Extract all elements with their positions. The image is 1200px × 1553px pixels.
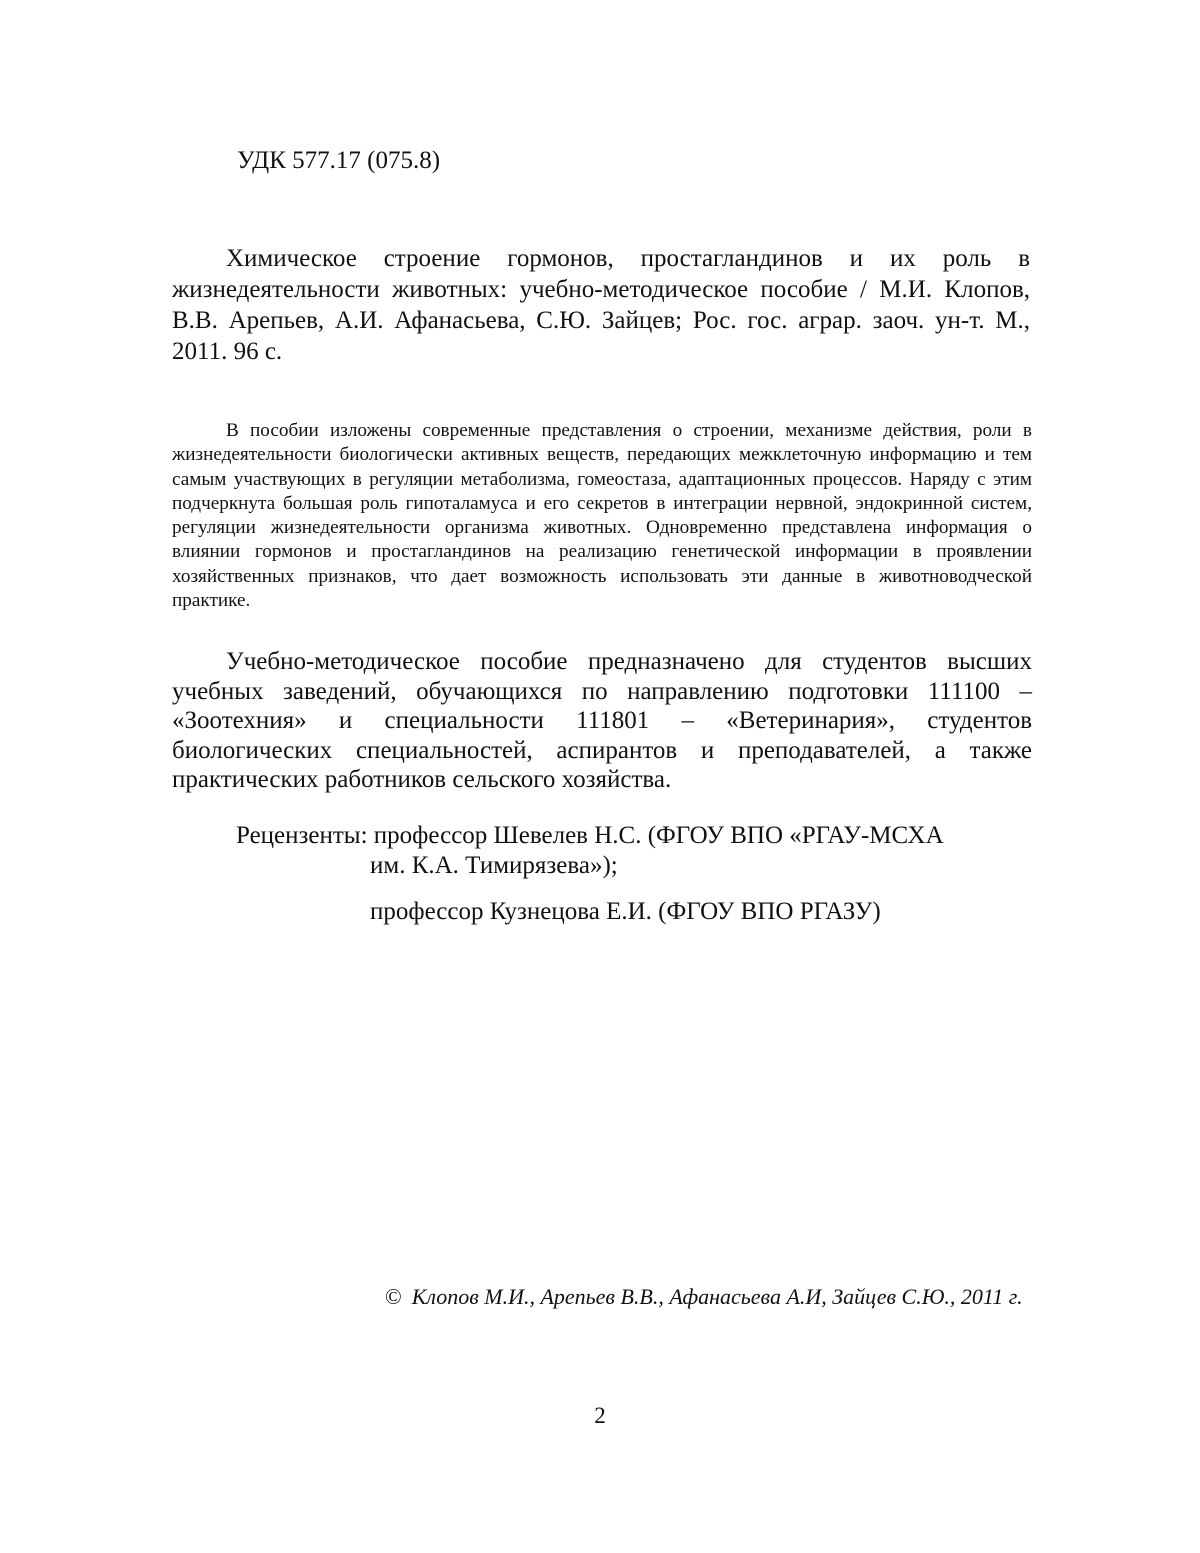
reviewers-label: Рецензенты: bbox=[236, 822, 368, 849]
reviewers-block bbox=[236, 821, 944, 927]
page-number: 2 bbox=[594, 1403, 606, 1428]
copyright-line bbox=[385, 1283, 1023, 1311]
reviewer-first-line bbox=[236, 821, 944, 851]
bibliographic-record bbox=[172, 243, 1030, 367]
abstract-text: В пособии изложены современные представления о строении, механизме действия, роли в жизнедеятельности биологически активных веществ, передающих межклеточную информацию и тем самым участвующих в регуляции метаболизма, гомеостаза, адаптационных процессов. Наряду с этим подчеркнута большая роль гипоталамуса и его секретов в интеграции нервной, эндокринной систем, регуляции жизнедеятельности организма животных. Одновременно представлена информация о влиянии гормонов и простагландинов на реализацию генетической информации в проявлении хозяйственных признаков, что дает возможность использовать эти данные в животноводческой практике. bbox=[172, 420, 1032, 612]
abstract bbox=[172, 419, 1032, 613]
bibliographic-record-text: Химическое строение гормонов, простагландинов и их роль в жизнедеятельности животных: учебно-методическое пособие / М.И. Клопов, В.В. Арепьев, А.И. Афанасьева, С.Ю. Зайцев; Рос. гос. аграр. заоч. ун-т. М., 2011. 96 с. bbox=[172, 245, 1030, 365]
reviewer-first: профессор Шевелев Н.С. (ФГОУ ВПО «РГАУ-МСХА bbox=[373, 822, 944, 849]
udk-code: УДК 577.17 (075.8) bbox=[237, 147, 441, 174]
copyright-symbol: © bbox=[385, 1284, 402, 1309]
copyright-text: Клопов М.И., Арепьев В.В., Афанасьева А.И, Зайцев С.Ю., 2011 г. bbox=[411, 1284, 1023, 1309]
reviewer-first-continuation: им. К.А. Тимирязева»); bbox=[370, 852, 618, 879]
reviewer-second: профессор Кузнецова Е.И. (ФГОУ ВПО РГАЗУ) bbox=[370, 898, 881, 925]
purpose-statement bbox=[172, 647, 1032, 795]
purpose-text: Учебно-методическое пособие предназначено для студентов высших учебных заведений, обучающихся по направлению подготовки 111100 – «Зоотехния» и специальности 111801 – «Ветеринария», студентов биологических специальностей, аспирантов и преподавателей, а также практических работников сельского хозяйства. bbox=[172, 648, 1032, 793]
